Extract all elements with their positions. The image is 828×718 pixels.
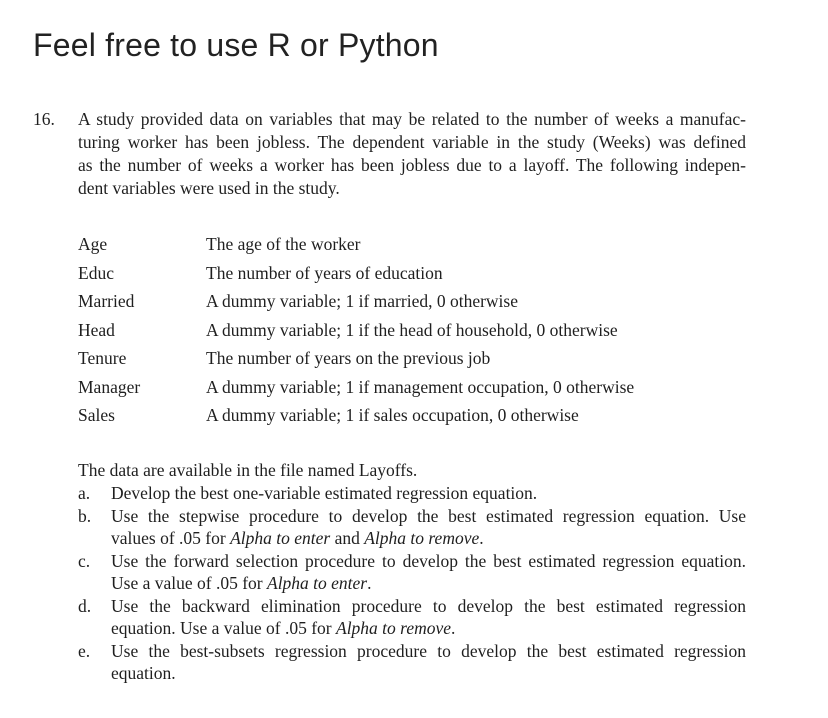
part-text-line [111,572,746,595]
part-label: d. [78,595,92,616]
variable-description: A dummy variable; 1 if married, 0 otherwise [206,291,519,311]
variable-row [78,401,718,430]
variable-description: A dummy variable; 1 if sales occupation, 0 otherwise [206,405,579,425]
part-text-line: Use the stepwise procedure to develop the best estimated regression equation. Use [111,505,746,526]
text-run: . [367,573,372,593]
variable-row [78,287,718,316]
part-text-line: equation. [111,663,176,683]
problem-number: 16. [33,109,55,129]
text-run: . [451,618,456,638]
question-part-d [78,595,746,640]
text-run: and [330,528,365,548]
variable-name: Educ [78,262,114,283]
part-text-line: Use the forward selection procedure to develop the best estimated regression equation. [111,550,746,571]
variable-description: A dummy variable; 1 if management occupation, 0 otherwise [206,376,635,397]
question-part-e [78,640,746,685]
variable-row [78,316,718,345]
variable-row [78,259,718,288]
italic-term: Alpha to enter [230,528,331,548]
italic-term: Alpha to remove [336,618,452,638]
variable-name: Head [78,319,115,340]
part-text-line: Use the best-subsets regression procedure to develop the best estimated regression [111,640,746,661]
variable-description: A dummy variable; 1 if the head of household, 0 otherwise [206,319,618,340]
italic-term: Alpha to enter [267,573,368,593]
variable-name: Married [78,291,135,311]
variable-row [78,344,718,373]
page-title: Feel free to use R or Python [33,27,439,63]
part-text-line: Develop the best one-variable estimated regression equation. [111,483,538,503]
intro-line: dent variables were used in the study. [78,178,340,198]
data-note: The data are available in the file named Layoffs. [78,460,418,480]
intro-line: as the number of weeks a worker has been jobless due to a layoff. The following indepen- [78,155,746,175]
variable-name: Age [78,234,108,254]
variable-description: The age of the worker [206,234,361,254]
question-part-b [78,505,746,550]
variable-description: The number of years on the previous job [206,348,491,368]
problem-intro [78,108,746,200]
part-label: a. [78,483,91,503]
part-label: c. [78,550,91,571]
variable-description: The number of years of education [206,262,443,283]
variable-row [78,230,718,259]
variable-row [78,373,718,402]
text-run: values of .05 for [111,528,231,548]
part-label: b. [78,505,92,526]
variable-list [78,230,718,430]
text-run: equation. Use a value of .05 for [111,618,336,638]
question-parts [78,482,746,685]
question-part-a [78,482,746,505]
text-run: . [479,528,484,548]
part-text-line: Use the backward elimination procedure to develop the best estimated regression [111,595,746,616]
variable-name: Tenure [78,348,127,368]
variable-name: Manager [78,376,141,397]
intro-line: A study provided data on variables that may be related to the number of weeks a manufac- [78,109,746,129]
part-label: e. [78,640,91,661]
variable-name: Sales [78,405,115,425]
question-part-c [78,550,746,595]
italic-term: Alpha to remove [364,528,480,548]
part-text-line [111,527,746,550]
text-run: Use a value of .05 for [111,573,267,593]
part-text-line [111,617,746,640]
intro-line: turing worker has been jobless. The dependent variable in the study (Weeks) was defined [78,132,746,152]
